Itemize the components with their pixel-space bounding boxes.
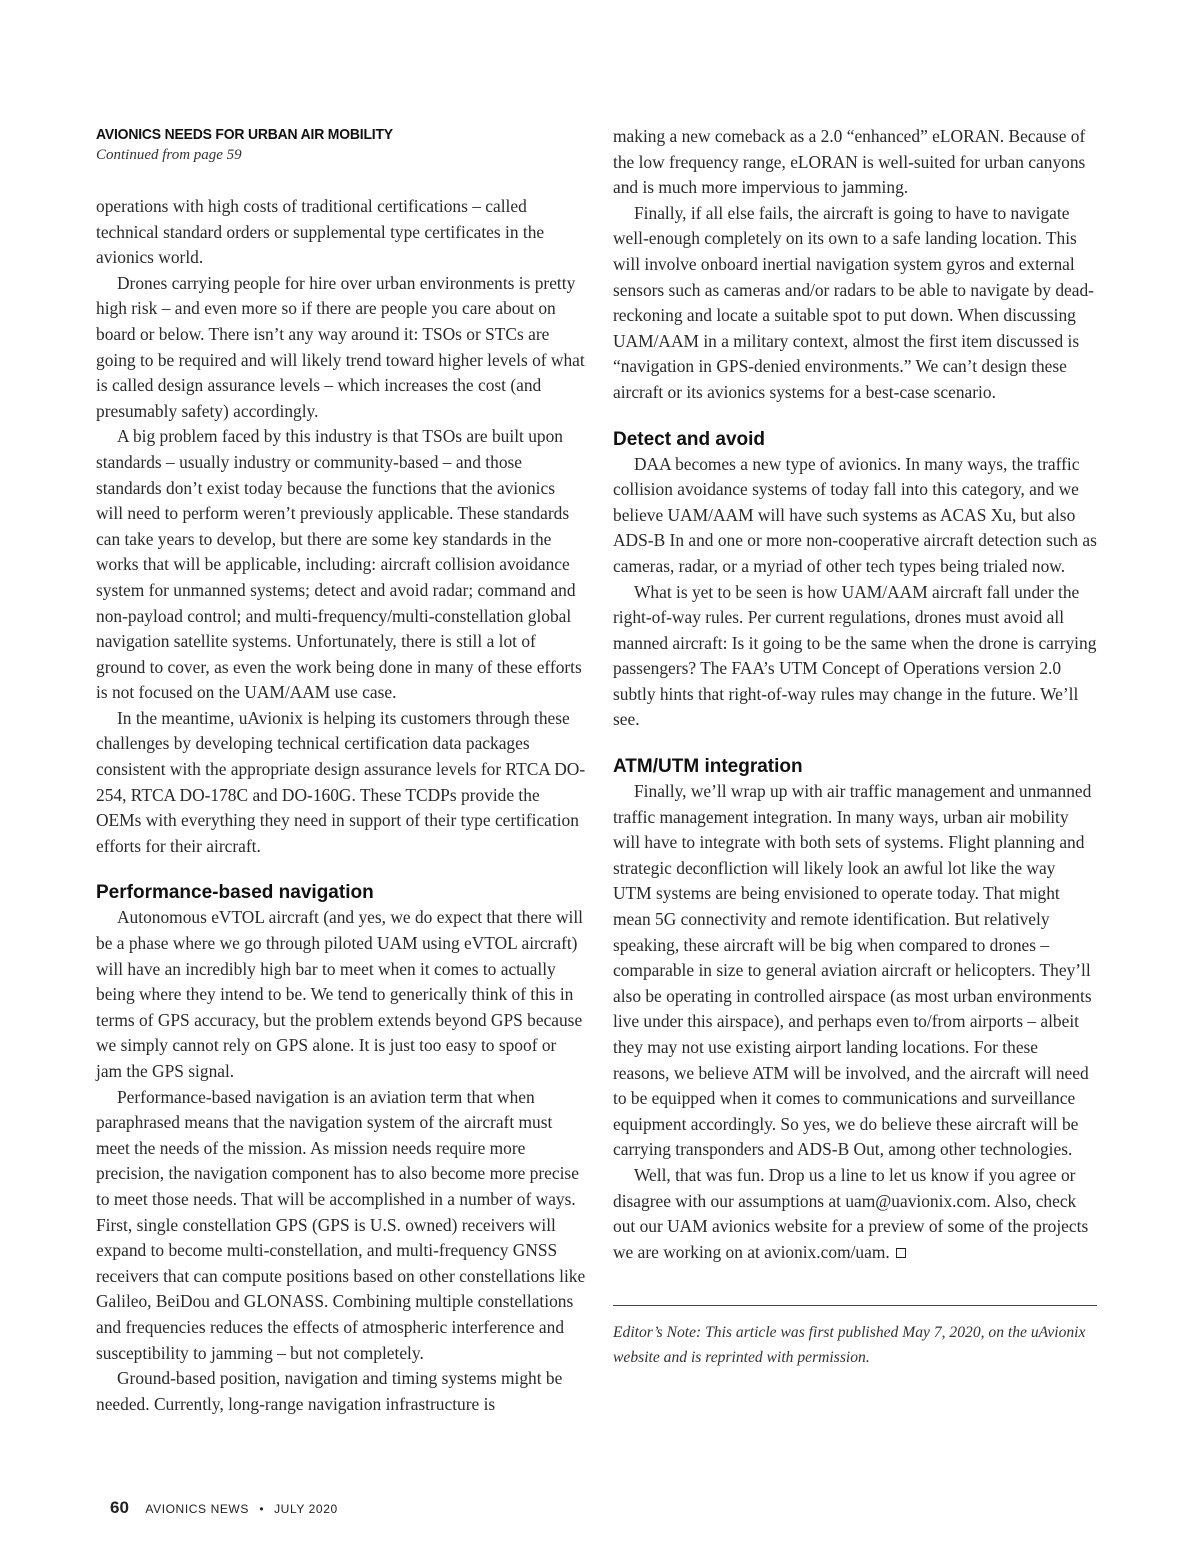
- editor-note: Editor’s Note: This article was first published May 7, 2020, on the uAvionix website and is reprinted with permission.: [613, 1324, 1086, 1367]
- page-number: 60: [110, 1498, 129, 1517]
- page-footer: [110, 1498, 338, 1518]
- final-paragraph: [613, 1163, 1097, 1265]
- paragraph: Drones carrying people for hire over urban environments is pretty high risk – and even more so if there are people you care about on board or below. There isn’t any way around it: TSOs or STCs are going to be required and will likely trend toward higher levels of what is called design assurance levels – which increases the cost (and presumably safety) accordingly.: [96, 272, 585, 421]
- article-section-title: AVIONICS NEEDS FOR URBAN AIR MOBILITY: [96, 126, 393, 143]
- paragraph: operations with high costs of traditional certifications – called technical standard orders or supplemental type certificates in the avionics world.: [96, 196, 545, 268]
- paragraph: Finally, if all else fails, the aircraft is going to have to navigate well-enough completely on its own to a safe landing location. This will involve onboard inertial navigation system gyros and external sensors such as cameras and/or radars to be able to navigate by dead-reckoning and locate a suitable spot to put down. When discussing UAM/AAM in a military context, almost the first item discussed is “navigation in GPS-denied environments.” We can’t design these aircraft or its avionics systems for a best-case scenario.: [613, 202, 1094, 402]
- issue-date: JULY 2020: [274, 1502, 338, 1516]
- paragraph: Performance-based navigation is an aviation term that when paraphrased means that the navigation system of the aircraft must meet the needs of the mission. As mission needs require more precision, the navigation component has to also become more precise to meet those needs. That will be accomplished in a number of ways. First, single constellation GPS (GPS is U.S. owned) receivers will expand to become multi-constellation, and multi-frequency GNSS receivers that can compute positions based on other constellations like Galileo, BeiDou and GLONASS. Combining multiple constellations and frequencies reduces the effects of atmospheric interference and susceptibility to jamming – but not completely.: [96, 1086, 586, 1363]
- paragraph: A big problem faced by this industry is that TSOs are built upon standards – usually industry or community-based – and those standards don’t exist today because the functions that the avionics will need to perform weren’t previously applicable. These standards can take years to develop, but there are some key standards in the works that will be applicable, including: aircraft collision avoidance system for unmanned systems; detect and avoid radar; command and non-payload control; and multi-frequency/multi-constellation global navigation satellite systems. Unfortunately, there is still a lot of ground to cover, as even the work being done in many of these efforts is not focused on the UAM/AAM use case.: [96, 426, 582, 703]
- paragraph: making a new comeback as a 2.0 “enhanced” eLORAN. Because of the low frequency range, eLORAN is well-suited for urban canyons and is much more impervious to jamming.: [613, 126, 1086, 198]
- footer-separator: •: [259, 1502, 264, 1516]
- paragraph: What is yet to be seen is how UAM/AAM aircraft fall under the right-of-way rules. Per current regulations, drones must avoid all manned aircraft: Is it going to be the same when the drone is carrying passengers? The FAA’s UTM Concept of Operations version 2.0 subtly hints that right-of-way rules may change in the future. We’ll see.: [613, 581, 1097, 730]
- paragraph: In the meantime, uAvionix is helping its customers through these challenges by developing technical certification data packages consistent with the appropriate design assurance levels for RTCA DO-254, RTCA DO-178C and DO-160G. These TCDPs provide the OEMs with everything they need in support of their type certification efforts for their aircraft.: [96, 707, 586, 856]
- right-column: [613, 124, 1097, 1370]
- left-column: [96, 124, 586, 1417]
- continued-note: Continued from page 59: [96, 147, 242, 163]
- section-heading-atm-utm-integration: ATM/UTM integration: [613, 756, 803, 778]
- paragraph: Finally, we’ll wrap up with air traffic management and unmanned traffic management integration. In many ways, urban air mobility will have to integrate with both sets of systems. Flight planning and strategic deconfliction will likely look an awful lot like the way UTM systems are being envisioned to operate today. That might mean 5G connectivity and remote identification. But relatively speaking, these aircraft will be big when compared to drones – comparable in size to general aviation aircraft or helicopters. They’ll also be operating in controlled airspace (as most urban environments live under this airspace), and perhaps even to/from airports – albeit they may not use existing airport landing locations. For these reasons, we believe ATM will be involved, and the aircraft will need to be equipped when it comes to communications and surveillance equipment accordingly. So yes, we do believe these aircraft will be carrying transponders and ADS-B Out, among other technologies.: [613, 781, 1092, 1160]
- end-of-article-square-icon: [896, 1248, 906, 1258]
- paragraph: DAA becomes a new type of avionics. In many ways, the traffic collision avoidance systems of today fall into this category, and we believe UAM/AAM will have such systems as ACAS Xu, but also ADS-B In and one or more non-cooperative aircraft detection such as cameras, radar, or a myriad of other tech types being trialed now.: [613, 453, 1097, 576]
- final-paragraph-text: Well, that was fun. Drop us a line to let us know if you agree or disagree with our assumptions at uam@uavionix.com. Also, check out our UAM avionics website for a preview of some of the projects we are working on at avionix.com/uam.: [613, 1164, 1089, 1262]
- section-heading-performance-based-navigation: Performance-based navigation: [96, 882, 374, 904]
- publication-name: AVIONICS NEWS: [145, 1502, 249, 1516]
- editor-note-divider: [613, 1305, 1097, 1306]
- section-heading-detect-and-avoid: Detect and avoid: [613, 428, 766, 450]
- paragraph: Ground-based position, navigation and timing systems might be needed. Currently, long-range navigation infrastructure is: [96, 1368, 563, 1414]
- paragraph: Autonomous eVTOL aircraft (and yes, we do expect that there will be a phase where we go through piloted UAM using eVTOL aircraft) will have an incredibly high bar to meet when it comes to actually being where they intend to be. We tend to generically think of this in terms of GPS accuracy, but the problem extends beyond GPS because we simply cannot rely on GPS alone. It is just too easy to spoof or jam the GPS signal.: [96, 907, 584, 1081]
